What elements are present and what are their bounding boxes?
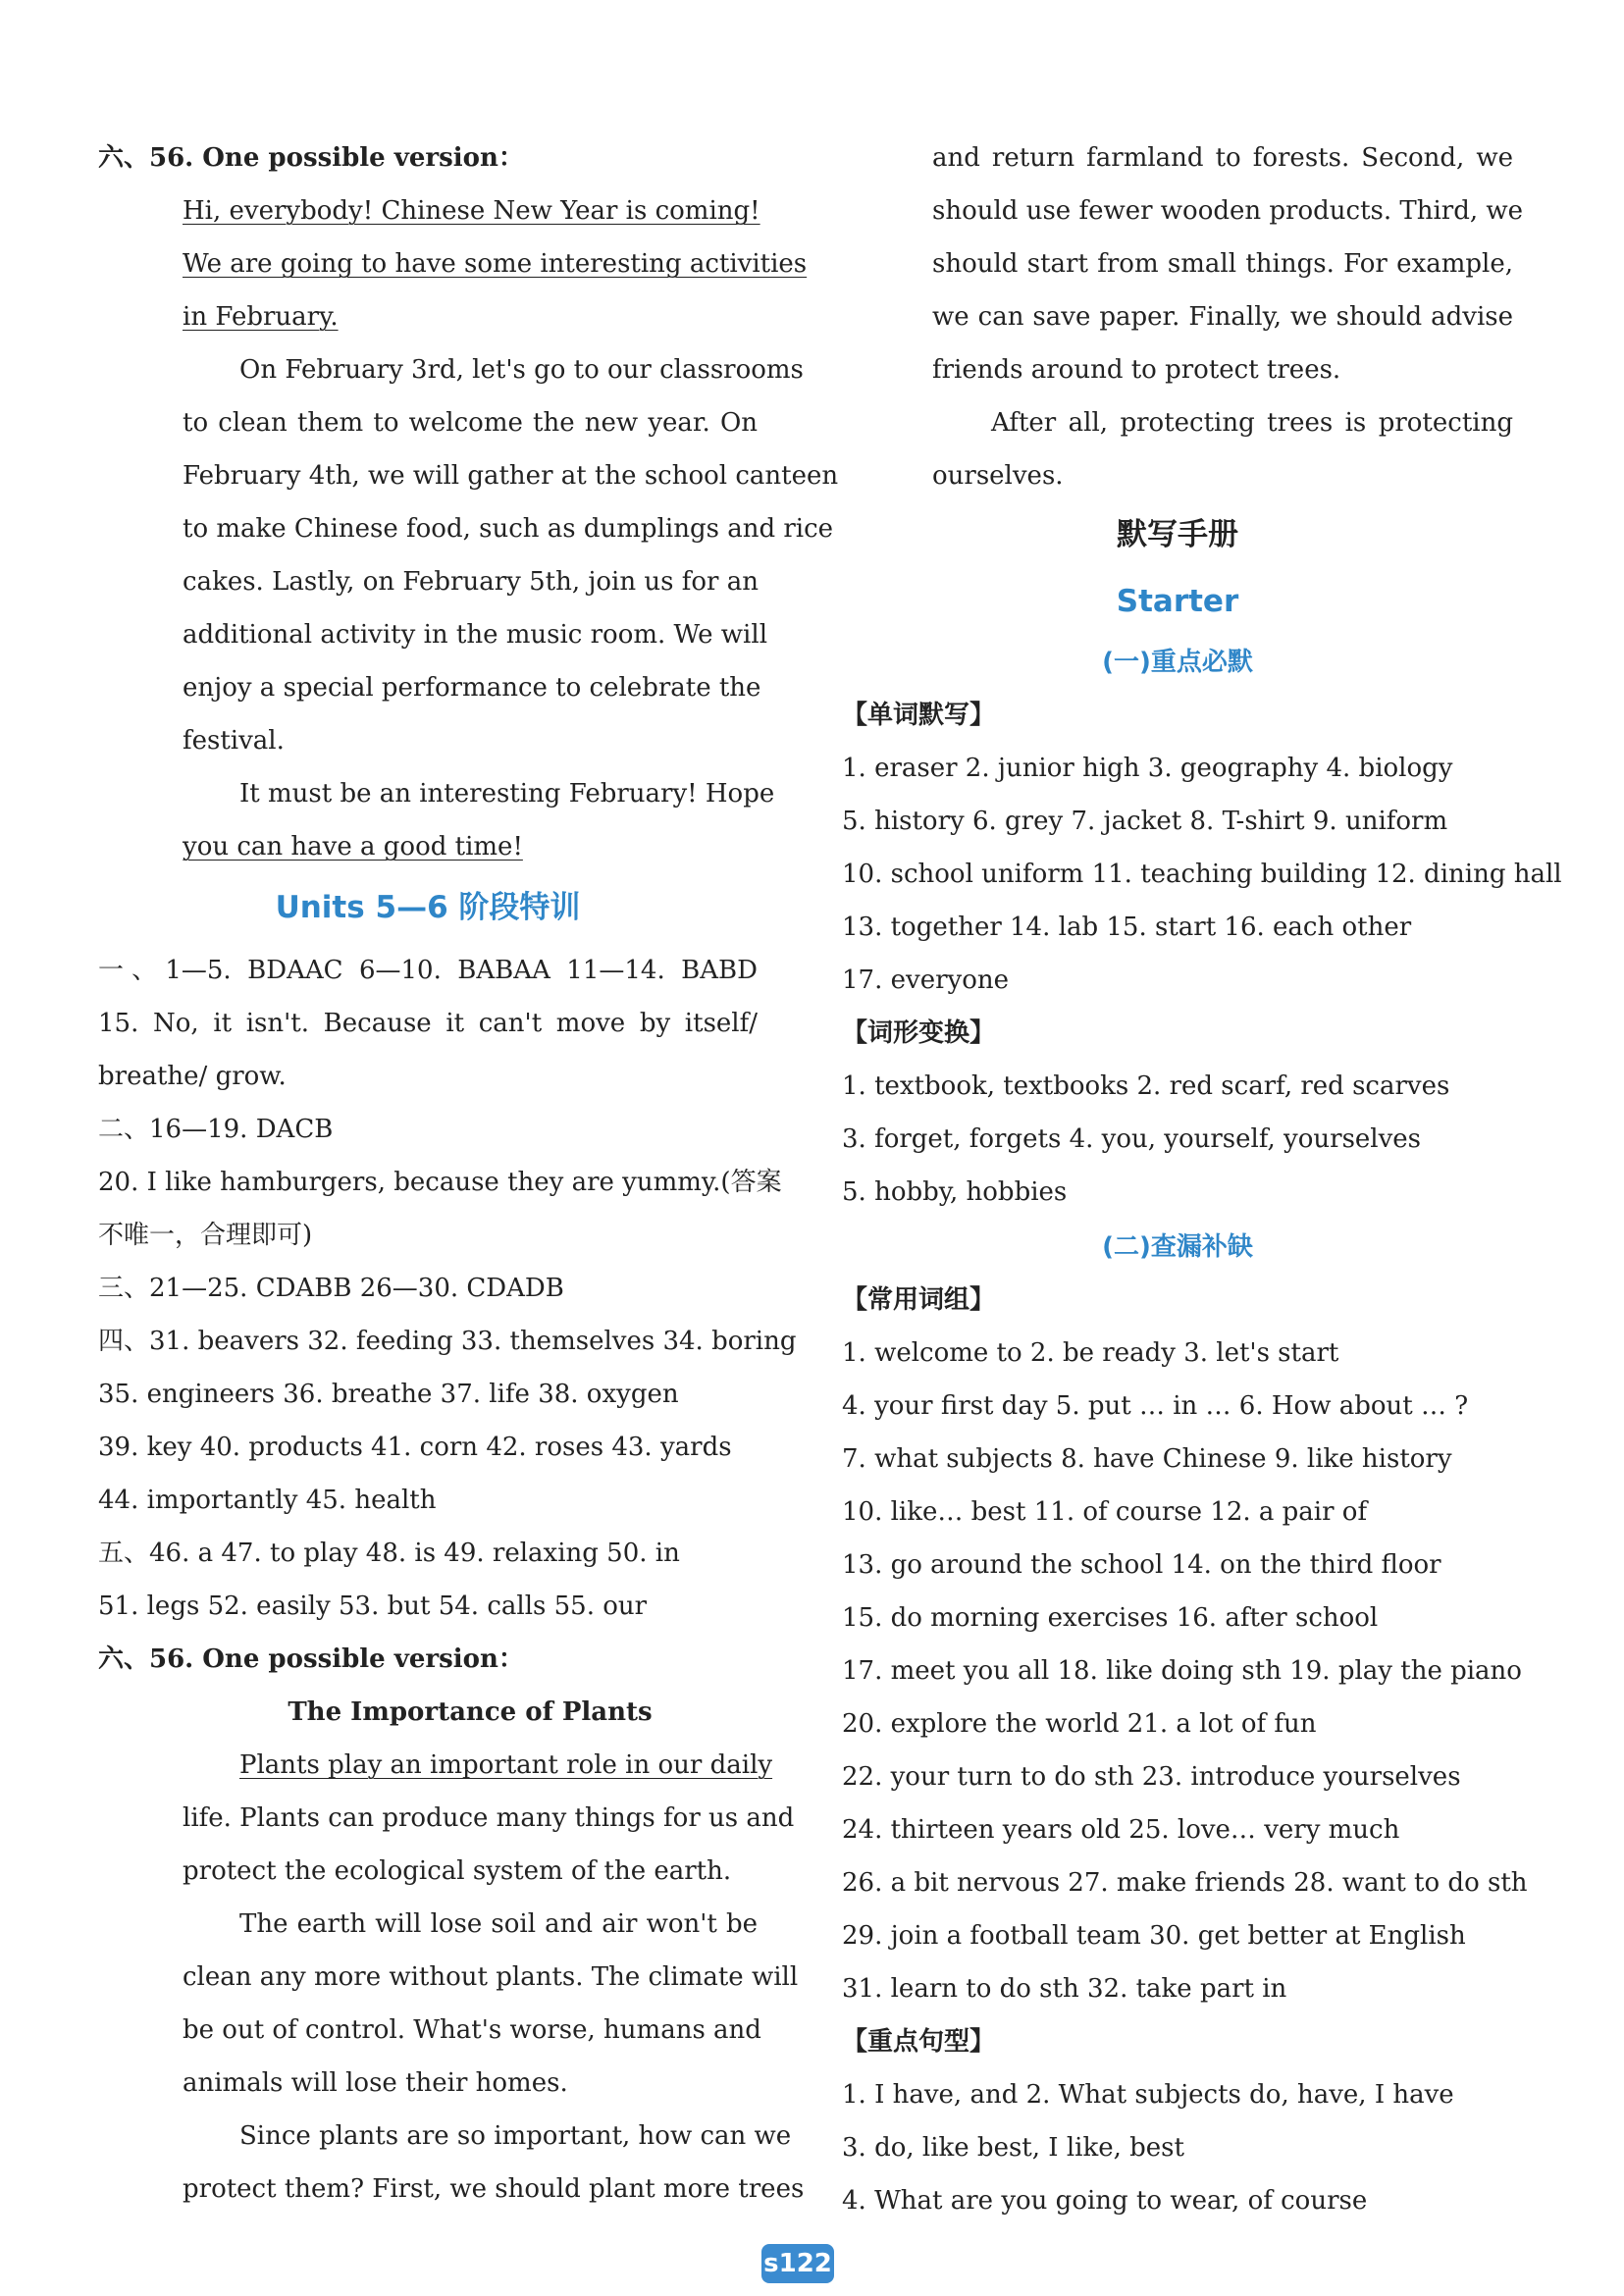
phrases-line: 1. welcome to 2. be ready 3. let's start — [842, 1338, 1339, 1368]
sentences-line: 1. I have, and 2. What subjects do, have, I have — [842, 2080, 1454, 2110]
essay1-line: It must be an interesting February! Hope — [239, 779, 775, 809]
answer-line: breathe/ grow. — [98, 1062, 287, 1091]
essay1-line: festival. — [183, 726, 285, 756]
essay1-line: We are going to have some interesting activities — [183, 249, 808, 279]
forms-line: 5. hobby, hobbies — [842, 1177, 1068, 1207]
essay-cont-line: we can save paper. Finally, we should advise — [932, 302, 1513, 332]
phrases-line: 15. do morning exercises 16. after school — [842, 1603, 1379, 1633]
answer-line: 一、1—5. BDAAC 6—10. BABAA 11—14. BABD — [98, 956, 758, 985]
answer-line: 20. I like hamburgers, because they are yummy.(答案 — [98, 1168, 782, 1197]
essay-cont-line: should use fewer wooden products. Third, we — [932, 196, 1524, 226]
phrases-line: 22. your turn to do sth 23. introduce yourselves — [842, 1762, 1461, 1792]
essay1-line: On February 3rd, let's go to our classrooms — [239, 355, 804, 385]
essay-cont-line: After all, protecting trees is protecting — [991, 408, 1513, 438]
answer-line: 二、16—19. DACB — [98, 1115, 334, 1144]
essay1-line: to make Chinese food, such as dumplings and rice — [183, 514, 834, 544]
essay1-line: cakes. Lastly, on February 5th, join us for an — [183, 567, 759, 597]
phrases-header: 【常用词组】 — [842, 1285, 996, 1315]
essay2-line: life. Plants can produce many things for us and — [183, 1803, 795, 1833]
vocab-line: 17. everyone — [842, 965, 1009, 995]
phrases-line: 20. explore the world 21. a lot of fun — [842, 1709, 1317, 1739]
essay1-line: to clean them to welcome the new year. On — [183, 408, 758, 438]
essay2-header: 六、56. One possible version： — [98, 1644, 524, 1674]
phrases-line: 24. thirteen years old 25. love… very much — [842, 1815, 1400, 1845]
essay2-title: The Importance of Plants — [288, 1697, 653, 1727]
phrases-line: 10. like… best 11. of course 12. a pair of — [842, 1497, 1368, 1527]
vocab-line: 5. history 6. grey 7. jacket 8. T-shirt 9. uniform — [842, 807, 1448, 836]
essay1-line: you can have a good time! — [183, 832, 523, 861]
vocab-line: 13. together 14. lab 15. start 16. each other — [842, 913, 1412, 942]
essay2-line: protect them? First, we should plant more trees — [183, 2174, 805, 2204]
essay1-line: enjoy a special performance to celebrate the — [183, 673, 761, 703]
answer-line: 15. No, it isn't. Because it can't move by itself/ — [98, 1009, 758, 1038]
essay1-line: February 4th, we will gather at the school canteen — [183, 461, 839, 491]
sentences-header: 【重点句型】 — [842, 2027, 996, 2057]
essay2-line: clean any more without plants. The climate will — [183, 1962, 799, 1992]
answer-line: 51. legs 52. easily 53. but 54. calls 55. our — [98, 1592, 648, 1621]
answer-line: 44. importantly 45. health — [98, 1486, 437, 1515]
phrases-line: 26. a bit nervous 27. make friends 28. want to do sth — [842, 1868, 1528, 1898]
phrases-line: 13. go around the school 14. on the third floor — [842, 1550, 1441, 1580]
essay2-line: protect the ecological system of the earth. — [183, 1856, 732, 1886]
answer-line: 三、21—25. CDABB 26—30. CDADB — [98, 1274, 564, 1303]
sentences-line: 4. What are you going to wear, of course — [842, 2186, 1368, 2216]
phrases-line: 7. what subjects 8. have Chinese 9. like history — [842, 1444, 1452, 1474]
phrases-line: 31. learn to do sth 32. take part in — [842, 1974, 1287, 2004]
phrases-line: 29. join a football team 30. get better at English — [842, 1921, 1466, 1951]
handbook-title: 默写手册 — [1117, 517, 1238, 552]
vocab-line: 10. school uniform 11. teaching building 12. dining hall — [842, 860, 1562, 889]
phrases-line: 17. meet you all 18. like doing sth 19. play the piano — [842, 1656, 1522, 1686]
essay-cont-line: ourselves. — [932, 461, 1064, 491]
answer-line: 39. key 40. products 41. corn 42. roses 43. yards — [98, 1433, 732, 1462]
answer-line: 35. engineers 36. breathe 37. life 38. oxygen — [98, 1380, 679, 1409]
essay2-line: animals will lose their homes. — [183, 2068, 568, 2098]
essay1-line: in February. — [183, 302, 339, 332]
part2-title: (二)查漏补缺 — [1102, 1232, 1253, 1262]
essay2-line: Plants play an important role in our daily — [239, 1750, 773, 1780]
vocab-header: 【单词默写】 — [842, 701, 996, 730]
essay2-line: The earth will lose soil and air won't be — [239, 1909, 758, 1939]
essay2-line: be out of control. What's worse, humans and — [183, 2015, 761, 2045]
essay2-line: Since plants are so important, how can we — [239, 2121, 792, 2151]
essay1-line: Hi, everybody! Chinese New Year is coming! — [183, 196, 760, 226]
answer-line: 不唯一，合理即可) — [98, 1221, 313, 1250]
essay-cont-line: friends around to protect trees. — [932, 355, 1341, 385]
essay-cont-line: and return farmland to forests. Second, we — [932, 143, 1513, 173]
answer-line: 五、46. a 47. to play 48. is 49. relaxing 50. in — [98, 1539, 680, 1568]
sentences-line: 3. do, like best, I like, best — [842, 2133, 1184, 2163]
vocab-line: 1. eraser 2. junior high 3. geography 4. biology — [842, 754, 1453, 783]
essay1-line: additional activity in the music room. We will — [183, 620, 768, 650]
forms-line: 1. textbook, textbooks 2. red scarf, red scarves — [842, 1071, 1450, 1101]
essay-cont-line: should start from small things. For example, — [932, 249, 1513, 279]
page-number-badge: s122 — [761, 2244, 834, 2283]
section-title: Units 5—6 阶段特训 — [275, 890, 581, 925]
forms-header: 【词形变换】 — [842, 1018, 996, 1048]
part1-title: (一)重点必默 — [1102, 648, 1253, 677]
forms-line: 3. forget, forgets 4. you, yourself, yourselves — [842, 1124, 1422, 1154]
answer-line: 四、31. beavers 32. feeding 33. themselves 34. boring — [98, 1327, 797, 1356]
unit-title: Starter — [1116, 584, 1239, 619]
phrases-line: 4. your first day 5. put … in … 6. How about … ? — [842, 1391, 1469, 1421]
essay1-header: 六、56. One possible version： — [98, 143, 524, 173]
